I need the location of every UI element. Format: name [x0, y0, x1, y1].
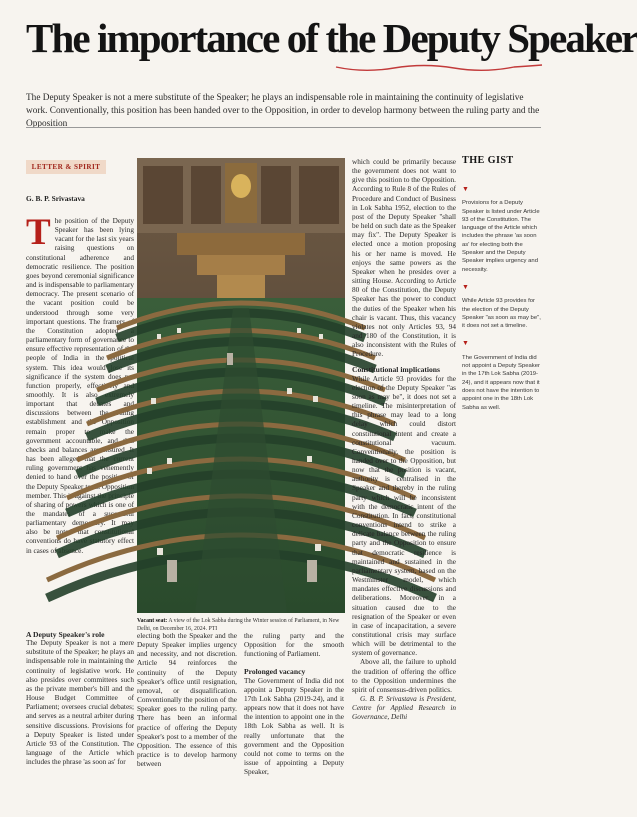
- article-column-1b: [26, 630, 134, 767]
- red-underline-decoration: [334, 60, 544, 74]
- triangle-marker-icon: ▼: [462, 283, 469, 291]
- column-text: the ruling party and the Opposition for the smooth functioning of Parliament.: [244, 632, 344, 659]
- author-signature: G. B. P. Srivastava is President, Centre for Applied Research in Governance, Delhi: [352, 695, 456, 722]
- standfirst: The Deputy Speaker is not a mere substitute of the Speaker; he plays an indispensable role in maintaining the continuity of legislative work. Conventionally, this position has been handed over to the Opposition, in order to develop harmony between the ruling party and the Opposition: [26, 93, 540, 129]
- column-text: Above all, the failure to uphold the tradition of offering the office to the Opposition undermines the spirit of consensus-driven politics.: [352, 658, 456, 694]
- divider: [26, 127, 541, 128]
- drop-cap: T: [26, 212, 51, 253]
- column-text: The Deputy Speaker is not a mere substitute of the Speaker; he plays an indispensable role in maintaining the continuity of legislative work. He also presides over committees such as the private member's bill and the House Budget Committee of Parliament; oversees crucial debates; and serves as a neutral arbiter during sensitive discussions. Provisions for a Deputy Speaker is listed under Article 93 of the Constitution. The language of the Article which includes the phrase 'as soon as' for: [26, 639, 134, 767]
- gist-box: [462, 155, 544, 465]
- article-column-3: [244, 632, 344, 777]
- lok-sabha-photo: [137, 158, 345, 613]
- caption-text: A view of the Lok Sabha during the Winter session of Parliament, in New Delhi, on December 16, 2024. PTI: [137, 618, 340, 632]
- article-column-2: [137, 632, 237, 769]
- column-text: he position of the Deputy Speaker has been lying vacant for the last six years raising questions on constitutional adherence and democratic resilience. The position goes beyond ceremonial significance and is indispensable to parliamentary democracy. The present scenario of the vacant position could be understood through some very important questions. The framers of the Constitution adopted a parliamentary form of governance to ensure effective representation of the people of India in the political system. This idea would lose its significance if the system does not function properly, effectively and smoothly. It is also extremely important that debates and discussions between the ruling establishment and the Opposition remain proper to make the government accountable, and that checks and balances are ensured. It has been alleged that the current ruling government has vehemently denied to hand over the position of the Deputy Speaker to an Opposition member. This is against the principle of sharing of powers which is one of the mandates of a successful parliamentary democracy. It may also be noted that constitutional conventions do have statutory effect in cases of absence.: [26, 217, 134, 555]
- byline: G. B. P. Srivastava: [26, 194, 85, 203]
- section-tag: LETTER & SPIRIT: [26, 160, 106, 174]
- gist-text: While Article 93 provides for the election of the Deputy Speaker "as soon as may be", it does not set a timeline.: [462, 298, 541, 330]
- subheading: Constitutional implications: [352, 365, 440, 375]
- article-column-4: [352, 158, 456, 723]
- gist-text: The Government of India did not appoint a Deputy Speaker in the 17th Lok Sabha (2019-24), and it appears now that it does not have the intention to appoint one in the 18th Lok Sabha as well.: [462, 354, 540, 411]
- gist-text: Provisions for a Deputy Speaker is listed under Article 93 of the Constitution. The language of the Article which includes the phrase 'as soon as' for electing both the Speaker and the Deputy Speaker implies urgency and necessity.: [462, 200, 540, 273]
- triangle-marker-icon: ▼: [462, 340, 469, 348]
- subheading: Prolonged vacancy: [244, 667, 306, 677]
- gist-item: [462, 186, 544, 274]
- caption-label: Vacant seat:: [137, 618, 168, 624]
- gist-item: [462, 340, 544, 411]
- gist-title: THE GIST: [462, 155, 514, 166]
- column-text: electing both the Speaker and the Deputy Speaker implies urgency and necessity, and not discretion. Article 94 reinforces the continuity of the Deputy Speaker's office until resignation, removal, or disqualification. Conventionally the position of the Speaker goes to the ruling party. There has been an informal practice of offering the Deputy Speaker's post to a member of the Opposition. The essence of this practice is to develop harmony between: [137, 632, 237, 769]
- gist-item: [462, 284, 544, 330]
- triangle-marker-icon: ▼: [462, 186, 469, 193]
- column-text: which could be primarily because the government does not want to give this position to the Opposition. According to Rule 8 of the Rules of Procedure and Conduct of Business in Lok Sabha 1952, election to the post of the Deputy Speaker "shall be held on such date as the Speaker may fix". The Deputy Speaker is elected once a motion proposing his or her name is moved. He enjoys the same powers as the Speaker when he presides over a sitting House. According to Article 80 of the Constitution, the Deputy Speaker has the power to conduct the duties of the Speaker when his chair is vacant. Thus, this vacancy violates not only Articles 93, 94 and 180 of the Constitution, it is also inconsistent with the Rules of Procedure.: [352, 158, 456, 359]
- photo-caption: [137, 618, 343, 633]
- chamber-illustration: [137, 158, 345, 613]
- subheading: A Deputy Speaker's role: [26, 630, 105, 639]
- column-text: The Government of India did not appoint a Deputy Speaker in the 17th Lok Sabha (2019-24), and it appears now that it does not have the intention to appoint one in the 18th Lok Sabha as well. It is really unfortunate that the government and the Opposition could not come to terms on the issue of appointing a Deputy Speaker,: [244, 676, 344, 777]
- headline: The importance of the Deputy Speaker: [26, 15, 637, 61]
- column-text: While Article 93 provides for the election of the Deputy Speaker "as soon as may be", it does not set a timeline. The misinterpretation of this phrase may lead to a long delay which could distort constitutional intent and create a constitutional vacuum. Conventionally, the position is handed over to the Opposition, but now that the position is vacant, authority is centralised in the Speaker and thereby in the ruling party which will be inconsistent with the democratic intent of the Constitution. In fact, constitutional conventions intend to strike a delicate balance between the ruling party and the Opposition to ensure that democratic resilience is maintained and sustained in the parliamentary system, based on the Westminster model, which mandates effective discussions and deliberations. Moreover, in a situation caused due to the resignation of the Speaker or even in case of incapacitation, a severe constitutional crisis may surface which will be detrimental to the system of governance.: [352, 374, 456, 658]
